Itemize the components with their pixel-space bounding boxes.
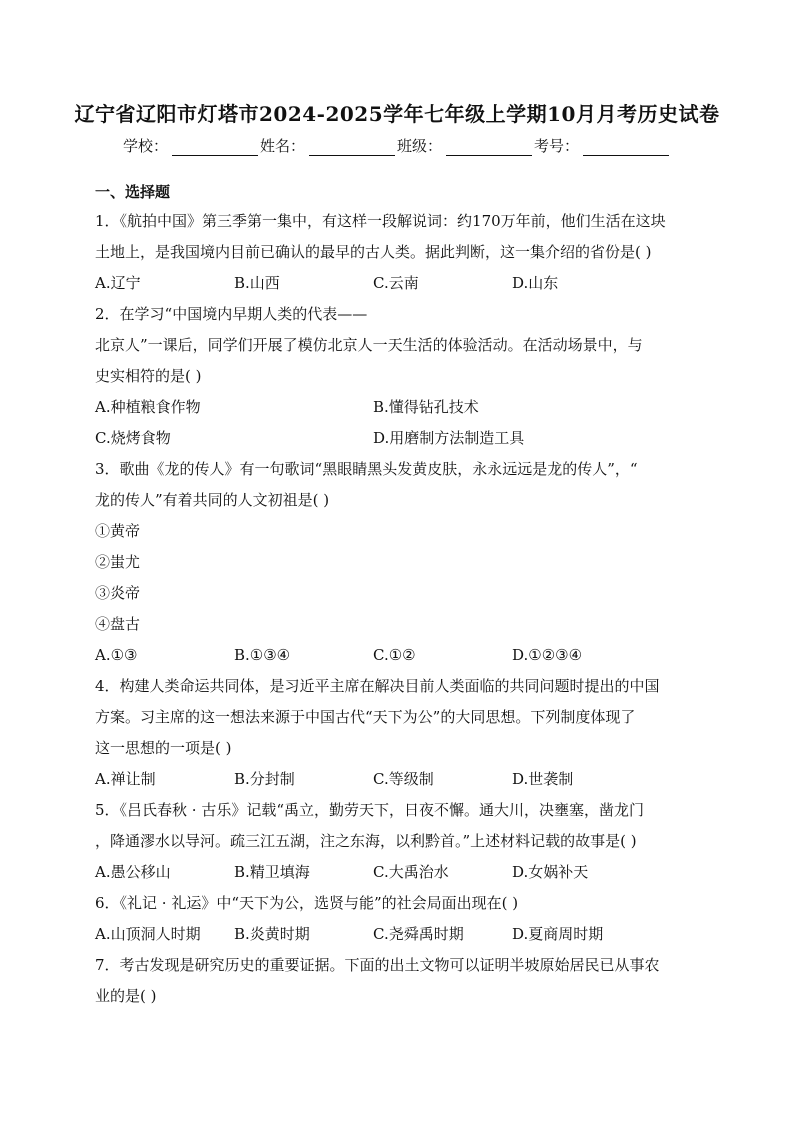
sub-item-2: ②蚩尤 bbox=[95, 553, 141, 571]
option-d: D.女娲补天 bbox=[512, 863, 589, 881]
option-c: C.云南 bbox=[373, 274, 419, 292]
options-row bbox=[95, 857, 699, 888]
class-field bbox=[397, 136, 534, 156]
question-3 bbox=[95, 454, 699, 671]
option-a: A.辽宁 bbox=[95, 274, 141, 292]
question-4 bbox=[95, 671, 699, 795]
sub-item-3: ③炎帝 bbox=[95, 584, 141, 602]
question-7 bbox=[95, 950, 699, 1012]
class-label: 班级： bbox=[397, 137, 443, 155]
page-title: 辽宁省辽阳市灯塔市2024-2025学年七年级上学期10月月考历史试卷 bbox=[74, 102, 720, 126]
option-b: B.懂得钻孔技术 bbox=[373, 398, 479, 416]
question-line: 北京人”一课后，同学们开展了模仿北京人一天生活的体验活动。在活动场景中，与 bbox=[95, 336, 643, 354]
question-1 bbox=[95, 206, 699, 299]
school-blank bbox=[172, 139, 258, 156]
question-line: 4．构建人类命运共同体，是习近平主席在解决目前人类面临的共同问题时提出的中国 bbox=[95, 677, 660, 695]
name-field bbox=[260, 136, 397, 156]
question-line: 6．《礼记 · 礼运》中“天下为公，选贤与能”的社会局面出现在( ) bbox=[95, 894, 519, 912]
number-blank bbox=[583, 139, 669, 156]
option-a: A.愚公移山 bbox=[95, 863, 171, 881]
option-c: C.烧烤食物 bbox=[95, 429, 171, 447]
number-field bbox=[534, 136, 671, 156]
question-line: 方案。习主席的这一想法来源于中国古代“天下为公”的大同思想。下列制度体现了 bbox=[95, 708, 636, 726]
question-line: 3．歌曲《龙的传人》有一句歌词“黑眼睛黑头发黄皮肤，永永远远是龙的传人”，“ bbox=[95, 460, 638, 478]
name-label: 姓名： bbox=[259, 137, 305, 155]
question-line: 业的是( ) bbox=[95, 987, 157, 1005]
option-b: B.炎黄时期 bbox=[234, 925, 310, 943]
option-b: B.①③④ bbox=[234, 646, 291, 664]
question-line: ，降通漻水以导河。疏三江五湖，注之东海，以利黔首。”上述材料记载的故事是( ) bbox=[95, 832, 637, 850]
student-info-row bbox=[0, 136, 794, 156]
question-line: 1．《航拍中国》第三季第一集中，有这样一段解说词：约170万年前，他们生活在这块 bbox=[95, 212, 666, 230]
question-line: 龙的传人”有着共同的人文初祖是( ) bbox=[95, 491, 330, 509]
option-b: B.山西 bbox=[234, 274, 280, 292]
school-label: 学校： bbox=[122, 137, 168, 155]
question-line: 土地上，是我国境内目前已确认的最早的古人类。据此判断，这一集介绍的省份是( ) bbox=[95, 243, 652, 261]
option-a: A.种植粮食作物 bbox=[95, 398, 201, 416]
school-field bbox=[123, 136, 260, 156]
option-a: A.山顶洞人时期 bbox=[95, 925, 201, 943]
options-row bbox=[95, 919, 699, 950]
options-row bbox=[95, 423, 699, 454]
question-line: 这一思想的一项是( ) bbox=[95, 739, 232, 757]
options-row bbox=[95, 640, 699, 671]
option-c: C.大禹治水 bbox=[373, 863, 449, 881]
number-label: 考号： bbox=[534, 137, 580, 155]
section-heading: 一、选择题 bbox=[95, 183, 171, 201]
option-c: C.等级制 bbox=[373, 770, 434, 788]
option-a: A.①③ bbox=[95, 646, 138, 664]
option-d: D.用磨制方法制造工具 bbox=[373, 429, 525, 447]
question-6 bbox=[95, 888, 699, 950]
option-b: B.精卫填海 bbox=[234, 863, 310, 881]
question-line: 史实相符的是( ) bbox=[95, 367, 202, 385]
exam-content bbox=[95, 178, 699, 1012]
sub-item-4: ④盘古 bbox=[95, 615, 141, 633]
option-d: D.世袭制 bbox=[512, 770, 574, 788]
option-d: D.①②③④ bbox=[512, 646, 583, 664]
question-line: 5．《吕氏春秋 · 古乐》记载“禹立，勤劳天下，日夜不懈。通大川，决壅塞，凿龙门 bbox=[95, 801, 645, 819]
option-c: C.尧舜禹时期 bbox=[373, 925, 464, 943]
question-line: 2．在学习“中国境内早期人类的代表—— bbox=[95, 305, 368, 323]
sub-item-1: ①黄帝 bbox=[95, 522, 141, 540]
option-c: C.①② bbox=[373, 646, 416, 664]
option-d: D.夏商周时期 bbox=[512, 925, 604, 943]
options-row bbox=[95, 268, 699, 299]
option-a: A.禅让制 bbox=[95, 770, 156, 788]
option-b: B.分封制 bbox=[234, 770, 295, 788]
options-row bbox=[95, 392, 699, 423]
question-2 bbox=[95, 299, 699, 454]
question-line: 7．考古发现是研究历史的重要证据。下面的出土文物可以证明半坡原始居民已从事农 bbox=[95, 956, 660, 974]
question-5 bbox=[95, 795, 699, 888]
name-blank bbox=[309, 139, 395, 156]
option-d: D.山东 bbox=[512, 274, 559, 292]
options-row bbox=[95, 764, 699, 795]
class-blank bbox=[446, 139, 532, 156]
